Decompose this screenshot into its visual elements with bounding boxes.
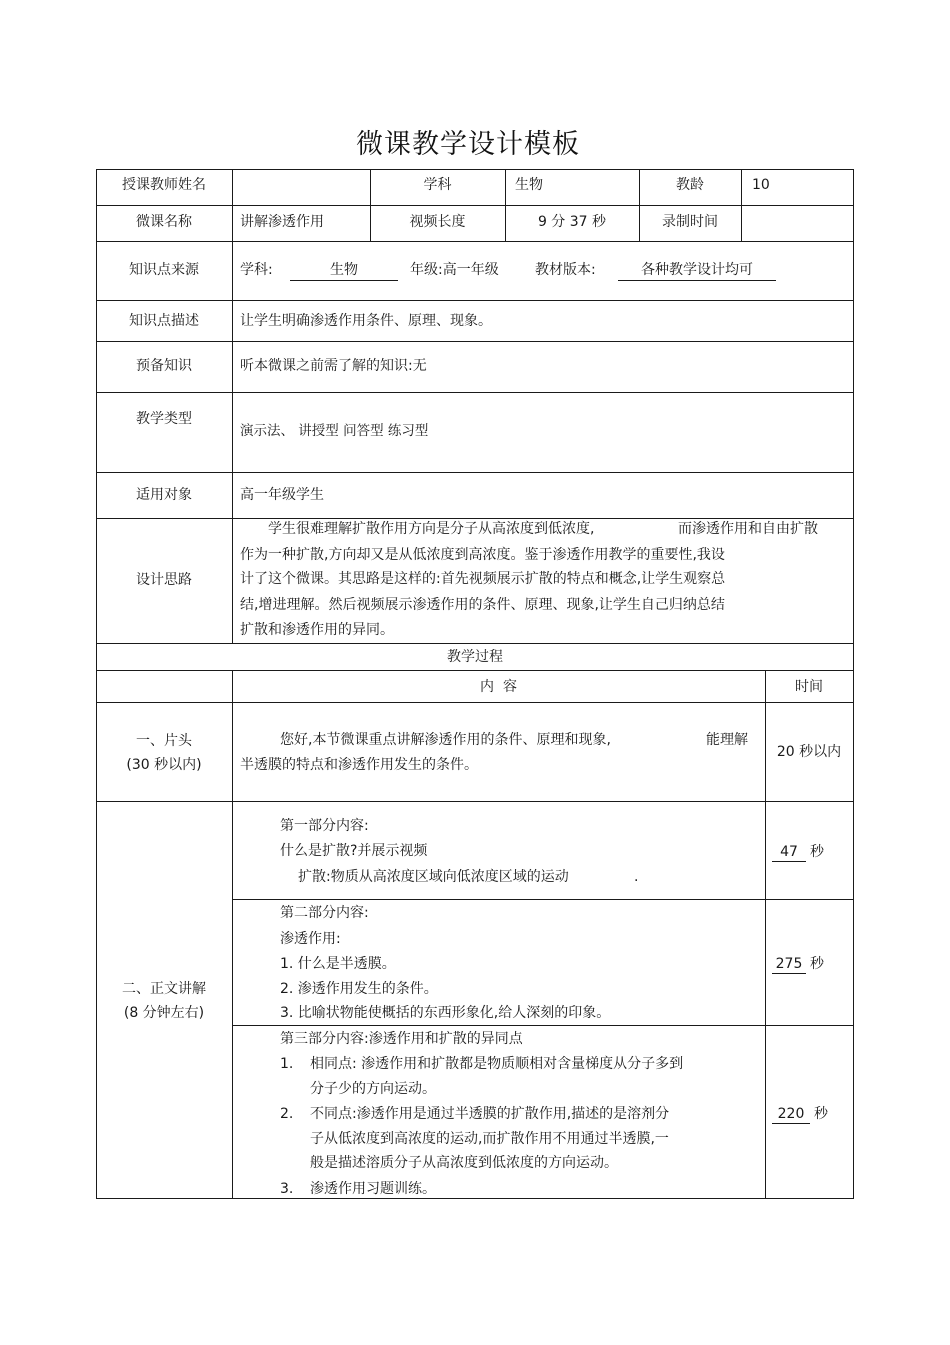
intro-line: 您好,本节微课重点讲解渗透作用的条件、原理和现象,	[280, 732, 611, 748]
part2-line: 渗透作用:	[280, 931, 341, 947]
subject-label: 学科	[423, 177, 452, 193]
underline	[772, 973, 806, 974]
prior-label: 预备知识	[136, 358, 192, 374]
table-border-right	[853, 169, 854, 1199]
type-label: 教学类型	[136, 411, 192, 427]
underline	[290, 280, 398, 281]
subject-value: 生物	[515, 177, 543, 193]
main-label-sub: (8 分钟左右)	[123, 1005, 205, 1021]
row-divider	[96, 472, 854, 473]
col-divider	[232, 670, 233, 1199]
row-divider	[232, 899, 854, 900]
source-edition-value: 各种教学设计均可	[641, 262, 753, 278]
part1-line: 什么是扩散?并展示视频	[280, 843, 428, 859]
part3-time-value: 220	[777, 1106, 805, 1122]
idea-line: 结,增进理解。然后视频展示渗透作用的条件、原理、现象,让学生自己归纳总结	[240, 597, 725, 613]
main-label: 二、正文讲解	[122, 981, 206, 997]
source-subject-value: 生物	[330, 262, 358, 278]
part1-time-value: 47	[780, 844, 798, 860]
part3-item: 分子少的方向运动。	[310, 1081, 436, 1097]
source-label: 知识点来源	[129, 262, 199, 278]
teacher-label: 授课教师姓名	[122, 177, 206, 193]
desc-label: 知识点描述	[129, 313, 199, 329]
part1-line: 扩散:物质从高浓度区域向低浓度区域的运动	[298, 869, 569, 885]
part3-item: 不同点:渗透作用是通过半透膜的扩散作用,描述的是溶剂分	[310, 1106, 670, 1122]
underline	[618, 280, 776, 281]
type-value: 演示法、 讲授型 问答型 练习型	[240, 423, 429, 439]
row-divider	[96, 702, 854, 703]
row-divider	[96, 300, 854, 301]
intro-label-sub: (30 秒以内)	[126, 757, 202, 773]
record-label: 录制时间	[662, 214, 718, 230]
idea-line: 扩散和渗透作用的异同。	[240, 622, 394, 638]
part3-item: 渗透作用习题训练。	[310, 1181, 436, 1197]
part3-number: 1.	[280, 1056, 294, 1072]
part3-time-unit: 秒	[814, 1106, 828, 1122]
col-divider	[232, 169, 233, 643]
row-divider	[96, 643, 854, 644]
part2-heading: 第二部分内容:	[280, 905, 369, 921]
idea-line: 学生很难理解扩散作用方向是分子从高浓度到低浓度,	[268, 521, 595, 537]
intro-line: 能理解	[706, 732, 748, 748]
part1-heading: 第一部分内容:	[280, 818, 369, 834]
years-label: 教龄	[676, 177, 704, 193]
idea-line: 计了这个微课。其思路是这样的:首先视频展示扩散的特点和概念,让学生观察总	[240, 571, 726, 587]
part3-item: 子从低浓度到高浓度的运动,而扩散作用不用通过半透膜,一	[310, 1131, 669, 1147]
table-border-bottom	[96, 1198, 854, 1199]
source-subject-label: 学科:	[240, 262, 273, 278]
years-value: 10	[752, 177, 770, 193]
idea-label: 设计思路	[136, 572, 192, 588]
course-label: 微课名称	[136, 214, 192, 230]
part2-item: 2. 渗透作用发生的条件。	[280, 981, 438, 997]
part2-time-unit: 秒	[810, 956, 824, 972]
underline	[772, 861, 806, 862]
part3-item: 相同点: 渗透作用和扩散都是物质顺相对含量梯度从分子多到	[310, 1056, 684, 1072]
part1-time-unit: 秒	[810, 844, 824, 860]
row-divider	[96, 801, 854, 802]
part3-item: 般是描述溶质分子从高浓度到低浓度的方向运动。	[310, 1155, 618, 1171]
prior-value: 听本微课之前需了解的知识:无	[240, 358, 427, 374]
part2-item: 3. 比喻状物能使概括的东西形象化,给人深刻的印象。	[280, 1005, 611, 1021]
part3-number: 3.	[280, 1181, 294, 1197]
part2-time-value: 275	[775, 956, 803, 972]
idea-line: 作为一种扩散,方向却又是从低浓度到高浓度。鉴于渗透作用教学的重要性,我设	[240, 547, 725, 563]
col-divider	[741, 169, 742, 241]
row-divider	[96, 241, 854, 242]
part3-heading: 第三部分内容:渗透作用和扩散的异同点	[280, 1031, 523, 1047]
time-header: 时间	[795, 679, 823, 695]
part1-line-end: .	[634, 869, 639, 885]
content-header: 内 容	[480, 679, 517, 695]
intro-time: 20 秒以内	[776, 744, 842, 760]
underline	[772, 1123, 810, 1124]
audience-label: 适用对象	[136, 487, 192, 503]
page-title: 微课教学设计模板	[356, 129, 580, 160]
course-value: 讲解渗透作用	[240, 214, 324, 230]
row-divider	[96, 392, 854, 393]
audience-value: 高一年级学生	[240, 487, 324, 503]
desc-value: 让学生明确渗透作用条件、原理、现象。	[240, 313, 492, 329]
idea-line: 而渗透作用和自由扩散	[678, 521, 818, 537]
row-divider	[96, 670, 854, 671]
row-divider	[232, 1025, 854, 1026]
intro-line: 半透膜的特点和渗透作用发生的条件。	[240, 757, 478, 773]
length-value: 9 分 37 秒	[537, 214, 607, 230]
part2-item: 1. 什么是半透膜。	[280, 956, 396, 972]
length-label: 视频长度	[409, 214, 466, 230]
row-divider	[96, 341, 854, 342]
source-edition-label: 教材版本:	[535, 262, 596, 278]
source-grade: 年级:高一年级	[410, 262, 499, 278]
part3-number: 2.	[280, 1106, 294, 1122]
process-header: 教学过程	[447, 649, 503, 665]
intro-label: 一、片头	[136, 733, 192, 749]
